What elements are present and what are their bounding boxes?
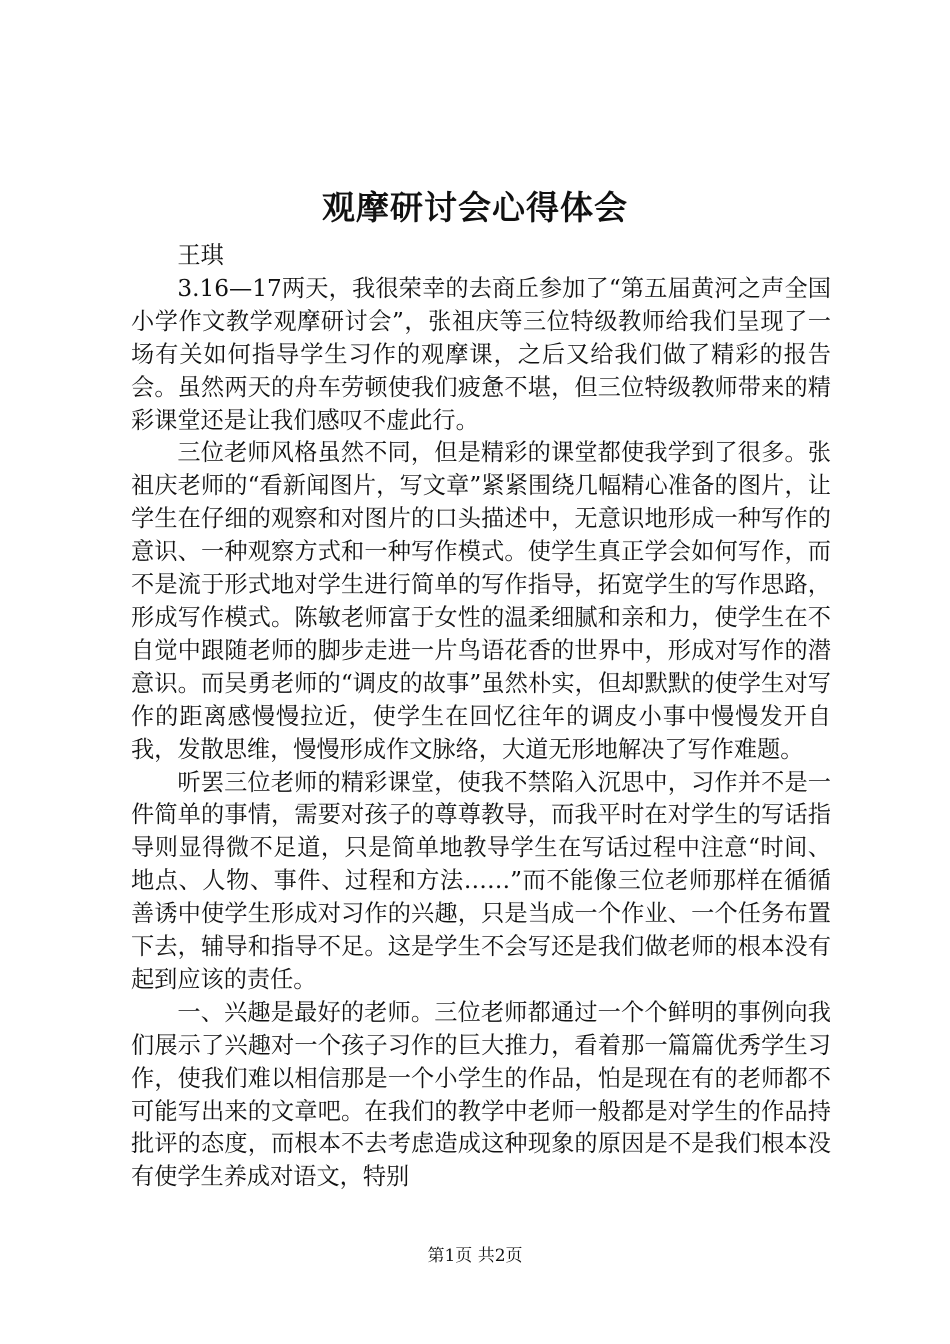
page-number-footer: 第1页 共2页 — [427, 1246, 523, 1266]
paragraph-4: 一、兴趣是最好的老师。三位老师都通过一个个鲜明的事例向我们展示了兴趣对一个孩子习作的巨大推力，看着那一篇篇优秀学生习作，使我们难以相信那是一个小学生的作品，怕是现在有的老师都不可能写出来的文章吧。在我们的教学中老师一般都是对学生的作品持批评的态度，而根本不去考虑造成这种现象的原因是不是我们根本没有使学生养成对语文，特别 — [131, 998, 831, 1191]
paragraph-2: 三位老师风格虽然不同，但是精彩的课堂都使我学到了很多。张祖庆老师的“看新闻图片，写文章”紧紧围绕几幅精心准备的图片，让学生在仔细的观察和对图片的口头描述中，无意识地形成一种写作的意识、一种观察方式和一种写作模式。使学生真正学会如何写作，而不是流于形式地对学生进行简单的写作指导，拓宽学生的写作思路，形成写作模式。陈敏老师富于女性的温柔细腻和亲和力，使学生在不自觉中跟随老师的脚步走进一片鸟语花香的世界中，形成对写作的潜意识。而吴勇老师的“调皮的故事”虽然朴实，但却默默的使学生对写作的距离感慢慢拉近，使学生在回忆往年的调皮小事中慢慢发开自我，发散思维，慢慢形成作文脉络，大道无形地解决了写作难题。 — [131, 439, 831, 763]
paragraph-3: 听罢三位老师的精彩课堂，使我不禁陷入沉思中，习作并不是一件简单的事情，需要对孩子的尊尊教导，而我平时在对学生的写话指导则显得微不足道，只是简单地教导学生在写话过程中注意“时间、地点、人物、事件、过程和方法……”而不能像三位老师那样在循循善诱中使学生形成对习作的兴趣，只是当成一个作业、一个任务布置下去，辅导和指导不足。这是学生不会写还是我们做老师的根本没有起到应该的责任。 — [131, 768, 831, 993]
author-name: 王琪 — [177, 242, 224, 269]
document-body — [131, 240, 831, 1194]
document-title: 观摩研讨会心得体会 — [322, 188, 628, 227]
paragraph-1: 3.16—17两天，我很荣幸的去商丘参加了“第五届黄河之声全国小学作文教学观摩研讨会”，张祖庆等三位特级教师给我们呈现了一场有关如何指导学生习作的观摩课，之后又给我们做了精彩的报告会。虽然两天的舟车劳顿使我们疲惫不堪，但三位特级教师带来的精彩课堂还是让我们感叹不虚此行。 — [131, 274, 831, 434]
